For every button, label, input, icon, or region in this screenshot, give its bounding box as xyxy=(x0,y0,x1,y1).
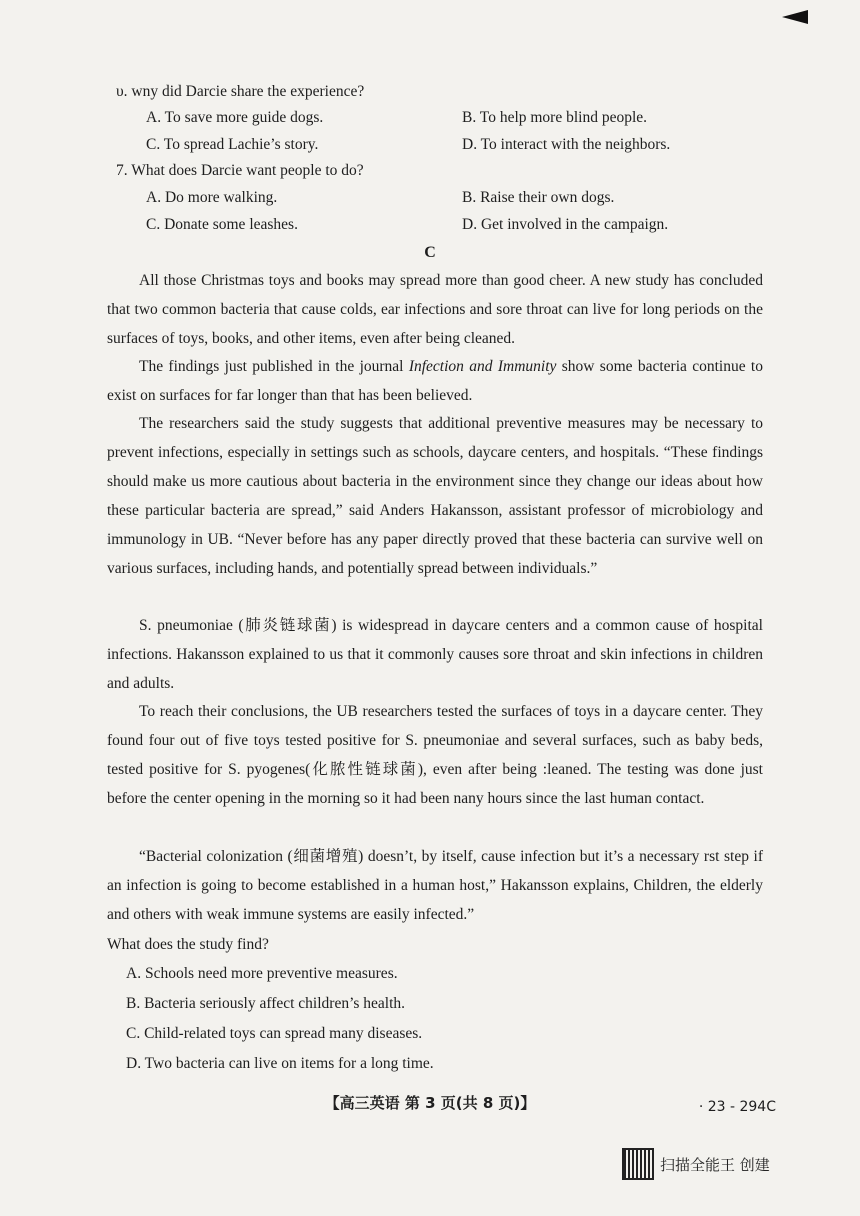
paragraph-2-text-after: show some bacteria continue to exist on surfaces for far longer than that has been believed. xyxy=(107,358,763,404)
question-7-option-c: C. Donate some leashes. xyxy=(146,216,298,233)
question-6-option-b: B. To help more blind people. xyxy=(462,109,648,126)
exam-code: · 23 - 294C xyxy=(698,1099,776,1115)
scanner-watermark xyxy=(622,1148,770,1180)
question-6-option-a: A. To save more guide dogs. xyxy=(146,109,324,126)
question-7-prompt: 7. What does Darcie want people to do? xyxy=(116,162,364,179)
journal-title: Infection and Immunity xyxy=(408,358,557,375)
passage-paragraph-1: All those Christmas toys and books may spread more than good cheer. A new study has concluded that two common bacteria that cause colds, ear infections and sore throat can live for long periods on the surfaces of toys, books, and other items, even after being cleaned. xyxy=(107,272,763,347)
scanner-text: 扫描全能王 创建 xyxy=(660,1155,770,1174)
paragraph-2-text-before: The findings just published in the journal xyxy=(139,358,409,375)
question-7-option-d: D. Get involved in the campaign. xyxy=(462,216,669,233)
question-6-option-d: D. To interact with the neighbors. xyxy=(462,136,671,153)
question-8-option-d: D. Two bacteria can live on items for a long time. xyxy=(126,1055,434,1072)
question-6-prompt: υ. wny did Darcie share the experience? xyxy=(116,83,365,100)
question-7-option-a: A. Do more walking. xyxy=(146,189,278,206)
passage-paragraph-2 xyxy=(107,352,763,410)
question-8-option-c: C. Child-related toys can spread many diseases. xyxy=(126,1025,423,1042)
question-8-prompt: What does the study find? xyxy=(107,936,269,953)
question-6-option-c: C. To spread Lachie’s story. xyxy=(146,136,319,153)
section-label: C xyxy=(424,244,436,261)
question-7-option-b: B. Raise their own dogs. xyxy=(462,189,615,206)
passage-paragraph-3: The researchers said the study suggests that additional preventive measures may be necessary to prevent infections, especially in settings such as schools, daycare centers, and hospitals. “These findings should make us more cautious about bacteria in the environment since they change our ideas about how these particular bacteria are spread,” said Anders Hakansson, assistant professor of microbiology and immunology in UB. “Never before has any paper directly proved that these bacteria can survive well on various surfaces, including hands, and potentially spread between individuals.” xyxy=(107,415,763,577)
question-8-option-a: A. Schools need more preventive measures. xyxy=(126,965,398,982)
qr-code-icon xyxy=(622,1148,654,1180)
passage-paragraph-5: To reach their conclusions, the UB researchers tested the surfaces of toys in a daycare center. They found four out of five toys tested positive for S. pneumoniae and several surfaces, such as baby beds, tested positive for S. pyogenes(化脓性链球菌), even after being :leaned. The testing was done just before the center opening in the morning so it had been nany hours since the last human contact. xyxy=(107,703,763,807)
page-footer-label: 【高三英语 第 3 页(共 8 页)】 xyxy=(324,1094,536,1112)
passage-paragraph-6: “Bacterial colonization (细菌增殖) doesn’t, by itself, cause infection but it’s a necessary rst step if an infection is going to become established in a human host,” Hakansson explains, Children, the elderly and others with weak immune systems are easily infected.” xyxy=(107,848,763,923)
question-8-option-b: B. Bacteria seriously affect children’s health. xyxy=(126,995,406,1012)
corner-triangle-icon xyxy=(782,10,808,24)
passage-paragraph-4: S. pneumoniae (肺炎链球菌) is widespread in daycare centers and a common cause of hospital infections. Hakansson explained to us that it commonly causes sore throat and skin infections in children and adults. xyxy=(107,617,763,692)
